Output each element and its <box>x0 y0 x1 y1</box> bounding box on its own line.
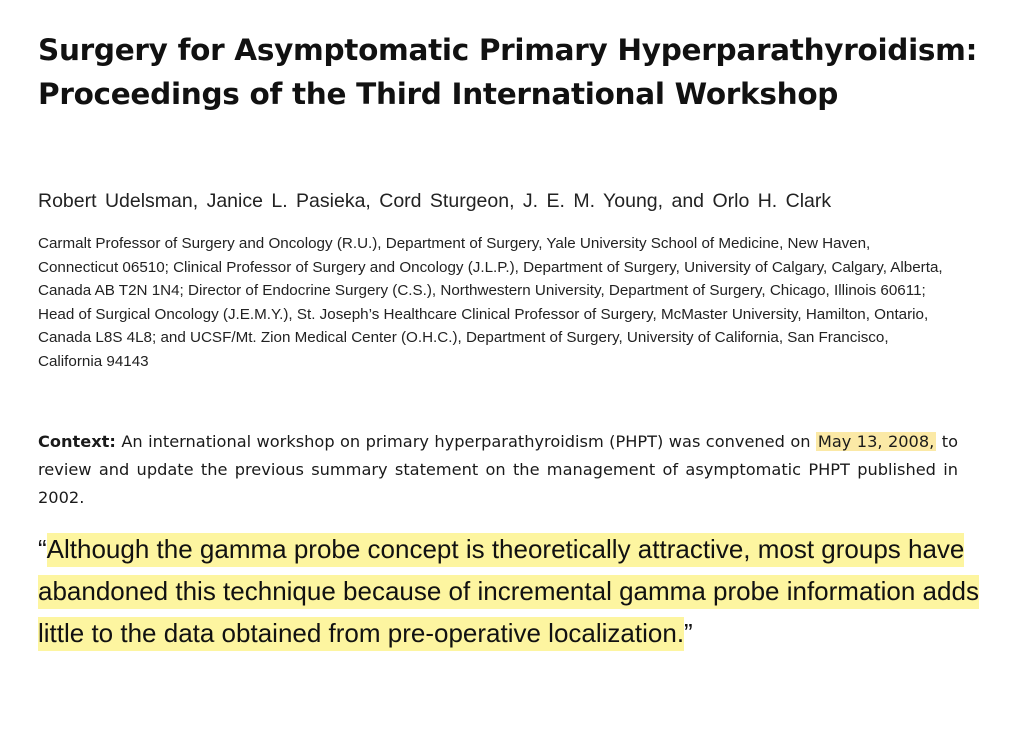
author-affiliations: Carmalt Professor of Surgery and Oncology (R.U.), Department of Surgery, Yale University School of Medicine, New Haven, Connecticut 06510; Clinical Professor of Surgery and Oncology (J.L.P.), Department of Surgery, University of Calgary, Calgary, Alberta, Canada AB T2N 1N4; Director of Endocrine Surgery (C.S.), Northwestern University, Department of Surgery, Chicago, Illinois 60611; Head of Surgical Oncology (J.E.M.Y.), St. Joseph’s Healthcare Clinical Professor of Surgery, McMaster University, Hamilton, Ontario, Canada L8S 4L8; and UCSF/Mt. Zion Medical Center (O.H.C.), Department of Surgery, University of California, San Francisco, California 94143 <box>38 235 943 370</box>
author-list: Robert Udelsman, Janice L. Pasieka, Cord Sturgeon, J. E. M. Young, and Orlo H. Clark <box>38 190 832 212</box>
abstract-context <box>38 428 958 512</box>
context-label: Context: <box>38 431 116 451</box>
paper-page <box>38 28 988 654</box>
quote-text: Although the gamma probe concept is theoretically attractive, most groups have abandoned this technique because of incremental gamma probe information adds little to the data obtained from pre-operative localization. <box>38 533 979 651</box>
quote-close-mark: ” <box>684 617 693 648</box>
article-title: Surgery for Asymptomatic Primary Hyperparathyroidism: Proceedings of the Third International Workshop <box>38 33 978 111</box>
quote-open-mark: “ <box>38 533 47 564</box>
context-text-start: An international workshop on primary hyperparathyroidism (PHPT) was convened on <box>115 431 816 451</box>
highlighted-quote <box>38 528 998 654</box>
highlighted-date: May 13, 2008, <box>817 431 935 451</box>
context-text-end: to review and update the previous summary statement on the management of asymptomatic PHPT published in 2002. <box>38 431 958 507</box>
